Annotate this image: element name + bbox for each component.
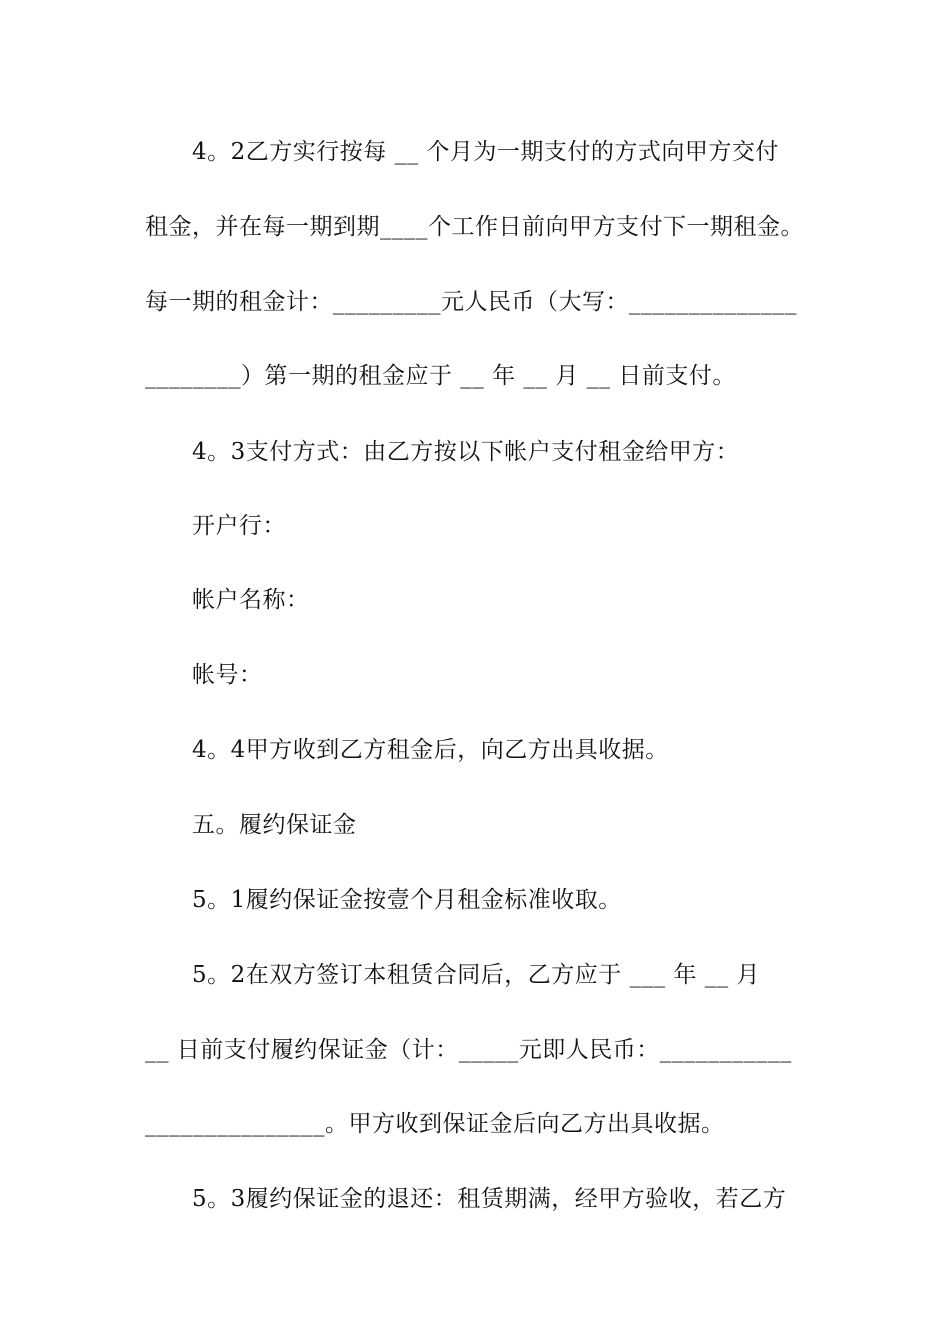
paragraph-line: 5。1履约保证金按壹个月租金标准收取。 <box>192 887 622 913</box>
paragraph-line: ________）第一期的租金应于 __ 年 __ 月 __ 日前支付。 <box>145 363 736 389</box>
paragraph-line: 5。3履约保证金的退还：租赁期满，经甲方验收，若乙方 <box>192 1186 787 1212</box>
paragraph-line: 4。3支付方式：由乙方按以下帐户支付租金给甲方： <box>192 439 740 465</box>
field-label-account-number: 帐号： <box>192 662 263 688</box>
paragraph-line: 4。2乙方实行按每 __ 个月为一期支付的方式向甲方交付 <box>192 139 779 165</box>
paragraph-line: 5。2在双方签订本租赁合同后，乙方应于 ___ 年 __ 月 <box>192 962 761 988</box>
section-heading: 五。履约保证金 <box>192 812 357 838</box>
field-label-account-name: 帐户名称： <box>192 587 310 613</box>
paragraph-line: __ 日前支付履约保证金（计：_____元即人民币：___________ <box>145 1037 792 1063</box>
paragraph-line: 每一期的租金计：_________元人民币（大写：______________ <box>145 289 797 315</box>
paragraph-line: _______________。甲方收到保证金后向乙方出具收据。 <box>145 1111 725 1137</box>
paragraph-line: 租金，并在每一期到期____个工作日前向甲方支付下一期租金。 <box>145 214 804 240</box>
field-label-bank: 开户行： <box>192 513 286 539</box>
paragraph-line: 4。4甲方收到乙方租金后，向乙方出具收据。 <box>192 737 669 763</box>
